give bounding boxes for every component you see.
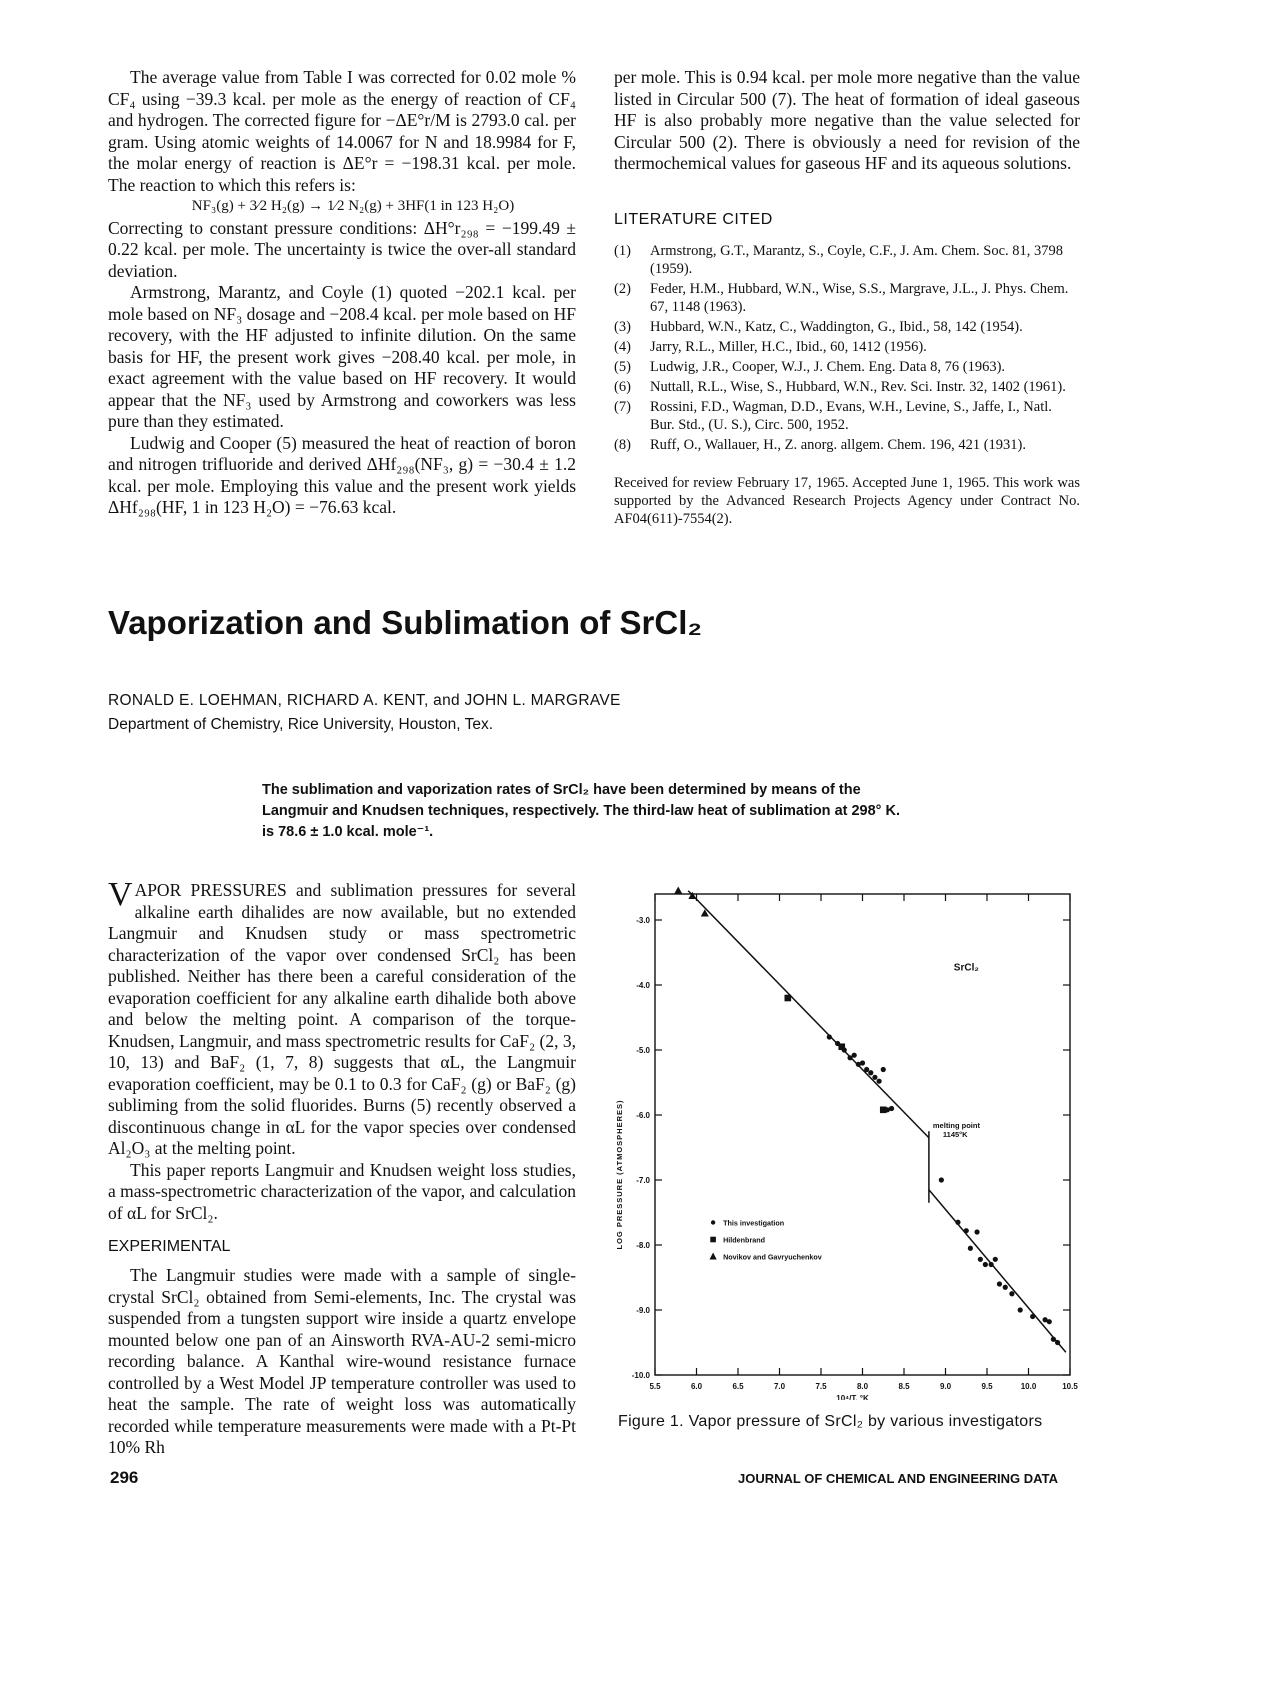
y-tick-label: -5.0 xyxy=(636,1046,650,1055)
literature-heading: LITERATURE CITED xyxy=(614,211,773,228)
y-tick-label: -6.0 xyxy=(636,1111,650,1120)
data-point-this-investigation xyxy=(939,1177,944,1182)
figure-1 xyxy=(600,880,1090,1400)
data-point-this-investigation xyxy=(993,1257,998,1262)
x-tick-label: 7.5 xyxy=(815,1382,827,1391)
data-point-this-investigation xyxy=(1030,1314,1035,1319)
data-point-this-investigation xyxy=(1047,1319,1052,1324)
fit-line-liquid xyxy=(929,1190,1066,1353)
received-note: Received for review February 17, 1965. Accepted June 1, 1965. This work was supported by the Advanced Research Projects Agency under Contract No. AF04(611)-7554(2). xyxy=(614,475,1080,527)
x-tick-label: 9.5 xyxy=(981,1382,993,1391)
data-point-this-investigation xyxy=(877,1079,882,1084)
paragraph: Armstrong, Marantz, and Coyle (1) quoted −202.1 kcal. per mole based on NF₃ dosage and −208.4 kcal. per mole based on HF recovery, with the HF adjusted to infinite dilution. On the same basis for HF, the present work gives −208.40 kcal. per mole, in exact agreement with the value based on HF recovery. It would appear that the NF₃ used by Armstrong and coworkers was less pure than they estimated. xyxy=(108,282,576,431)
experimental-column xyxy=(108,1265,576,1459)
y-tick-label: -9.0 xyxy=(636,1306,650,1315)
top-left-column xyxy=(108,67,576,519)
data-point-this-investigation xyxy=(983,1262,988,1267)
page-number: 296 xyxy=(110,1468,139,1487)
data-point-this-investigation xyxy=(1018,1307,1023,1312)
x-tick-label: 7.0 xyxy=(773,1382,786,1391)
legend-marker-square xyxy=(710,1237,716,1243)
reference-text: Feder, H.M., Hubbard, W.N., Wise, S.S., Margrave, J.L., J. Phys. Chem. 67, 1148 (1963). xyxy=(650,281,1069,315)
x-tick-label: 8.0 xyxy=(856,1382,869,1391)
legend-label: Novikov and Gavryuchenkov xyxy=(723,1252,822,1262)
paragraph: The Langmuir studies were made with a sample of single-crystal SrCl₂ obtained from Semi-elements, Inc. The crystal was suspended from a tungsten support wire inside a quartz envelope mounted below one pan of an Ainsworth RVA-AU-2 semi-micro recording balance. A Kanthal wire-wound resistance furnace controlled by a West Model JP temperature controller was used to heat the sample. The rate of weight loss was automatically recorded while temperature measurements were made with a Pt-Pt 10% Rh xyxy=(108,1265,576,1457)
body-left-column xyxy=(108,876,576,1224)
x-tick-label: 8.5 xyxy=(898,1382,910,1391)
data-point-this-investigation xyxy=(889,1106,894,1111)
data-point-this-investigation xyxy=(868,1070,873,1075)
legend-marker-triangle xyxy=(710,1253,717,1260)
y-tick-label: -3.0 xyxy=(636,916,650,925)
reference-number: (4) xyxy=(614,339,631,355)
reference-number: (8) xyxy=(614,437,631,453)
x-tick-label: 5.5 xyxy=(649,1382,661,1391)
legend-label: This investigation xyxy=(723,1218,785,1228)
reference-text: Hubbard, W.N., Katz, C., Waddington, G., Ibid., 58, 142 (1954). xyxy=(650,319,1023,335)
reference-item xyxy=(614,398,1080,434)
reference-number: (5) xyxy=(614,359,631,375)
y-tick-label: -10.0 xyxy=(631,1371,650,1380)
reference-item xyxy=(614,242,1080,278)
reference-text: Jarry, R.L., Miller, H.C., Ibid., 60, 1412 (1956). xyxy=(650,339,927,355)
data-point-novikov xyxy=(674,887,682,894)
paragraph: per mole. This is 0.94 kcal. per mole more negative than the value listed in Circular 500 (7). The heat of formation of ideal gaseous HF is also probably more negative than the value selected for Circular 500 (2). There is obviously a need for revision of the thermochemical values for gaseous HF and its aqueous solutions. xyxy=(614,67,1080,173)
data-point-this-investigation xyxy=(978,1257,983,1262)
data-point-hildenbrand xyxy=(838,1043,845,1050)
y-tick-label: -4.0 xyxy=(636,981,650,990)
data-point-this-investigation xyxy=(1051,1337,1056,1342)
data-point-this-investigation xyxy=(1009,1291,1014,1296)
reference-item xyxy=(614,358,1080,376)
data-point-this-investigation xyxy=(827,1034,832,1039)
y-axis-label: LOG PRESSURE (ATMOSPHERES) xyxy=(615,1099,624,1250)
reference-item xyxy=(614,378,1080,396)
compound-label: SrCl₂ xyxy=(953,962,979,974)
melting-point-label: melting point xyxy=(932,1121,980,1130)
data-point-this-investigation xyxy=(864,1067,869,1072)
data-point-this-investigation xyxy=(872,1075,877,1080)
article-affiliation: Department of Chemistry, Rice University, Houston, Tex. xyxy=(108,716,494,733)
fit-line-solid xyxy=(688,891,929,1138)
data-point-this-investigation xyxy=(968,1246,973,1251)
x-tick-label: 9.0 xyxy=(939,1382,952,1391)
data-point-hildenbrand xyxy=(880,1107,887,1114)
y-tick-label: -7.0 xyxy=(636,1176,650,1185)
reference-text: Rossini, F.D., Wagman, D.D., Evans, W.H., Levine, S., Jaffe, I., Natl. Bur. Std., (U. S.), Circ. 500, 1952. xyxy=(650,399,1052,433)
x-tick-label: 6.5 xyxy=(732,1382,744,1391)
reference-number: (7) xyxy=(614,399,631,415)
reference-number: (6) xyxy=(614,379,631,395)
reference-item xyxy=(614,338,1080,356)
x-tick-label: 6.0 xyxy=(690,1382,703,1391)
paragraph: The average value from Table I was corrected for 0.02 mole % CF₄ using −39.3 kcal. per mole as the energy of reaction of CF₄ and hydrogen. The corrected figure for −ΔE°r/M is 2793.0 cal. per gram. Using atomic weights of 14.0067 for N and 18.9984 for F, the molar energy of reaction is ΔE°r = −198.31 kcal. per mole. The reaction to which this refers is: xyxy=(108,67,576,195)
paragraph: This paper reports Langmuir and Knudsen weight loss studies, a mass-spectrometric characterization of the vapor, and calculation of αL for SrCl₂. xyxy=(108,1159,576,1223)
x-tick-label: 10.0 xyxy=(1020,1382,1037,1391)
legend-marker-circle xyxy=(711,1220,715,1224)
reference-text: Armstrong, G.T., Marantz, S., Coyle, C.F., J. Am. Chem. Soc. 81, 3798 (1959). xyxy=(650,243,1064,277)
legend-label: Hildenbrand xyxy=(723,1235,766,1245)
reference-number: (3) xyxy=(614,319,631,335)
reference-item xyxy=(614,280,1080,316)
intro-text: APOR PRESSURES and sublimation pressures for several alkaline earth dihalides are now available, but no extended Langmuir and Knudsen study or mass spectrometric characterization of the vapor over condensed SrCl₂ has been published. Neither has there been a careful consideration of the evaporation coefficient for any alkaline earth dihalide both above and below the melting point. A comparison of the torque-Knudsen, Langmuir, and mass spectrometric results for CaF₂ (2, 3, 10, 13) and BaF₂ (1, 7, 8) suggests that αL, the Langmuir evaporation coefficient, may be 0.1 to 0.3 for CaF₂ (g) or BaF₂ (g) subliming from the solid fluorides. Burns (5) recently observed a discontinuous change in αL for the vapor species over condensed Al₂O₃ at the melting point. xyxy=(108,880,576,1158)
top-right-column xyxy=(614,67,1080,175)
vapor-pressure-chart xyxy=(600,880,1090,1400)
data-point-this-investigation xyxy=(1055,1340,1060,1345)
x-axis-label: 10⁴/T, °K xyxy=(836,1394,869,1400)
reaction-equation: NF₃(g) + 3⁄2 H₂(g) → 1⁄2 N₂(g) + 3HF(1 in 123 H₂O) xyxy=(191,198,515,214)
data-point-this-investigation xyxy=(964,1228,969,1233)
y-tick-label: -8.0 xyxy=(636,1241,650,1250)
article-authors: RONALD E. LOEHMAN, RICHARD A. KENT, and JOHN L. MARGRAVE xyxy=(108,692,621,709)
data-point-this-investigation xyxy=(881,1067,886,1072)
x-tick-label: 10.5 xyxy=(1062,1382,1078,1391)
data-point-this-investigation xyxy=(852,1053,857,1058)
drop-cap: V xyxy=(108,876,133,913)
paragraph: Ludwig and Cooper (5) measured the heat of reaction of boron and nitrogen trifluoride and derived ΔHf₂₉₈(NF₃, g) = −30.4 ± 1.2 kcal. per mole. Employing this value and the present work yields ΔHf₂₉₈(HF, 1 in 123 H₂O) = −76.63 kcal. xyxy=(108,432,576,517)
reference-text: Ludwig, J.R., Cooper, W.J., J. Chem. Eng. Data 8, 76 (1963). xyxy=(650,359,1006,375)
data-point-this-investigation xyxy=(974,1229,979,1234)
intro-paragraph xyxy=(108,876,576,1160)
section-heading-experimental: EXPERIMENTAL xyxy=(108,1238,231,1255)
data-point-this-investigation xyxy=(1003,1285,1008,1290)
reference-list xyxy=(614,242,1080,456)
article-abstract: The sublimation and vaporization rates of SrCl₂ have been determined by means of the Langmuir and Knudsen techniques, respectively. The third-law heat of sublimation at 298° K. is 78.6 ± 1.0 kcal. mole⁻¹. xyxy=(262,782,901,840)
journal-name: JOURNAL OF CHEMICAL AND ENGINEERING DATA xyxy=(738,1471,1058,1486)
reference-text: Ruff, O., Wallauer, H., Z. anorg. allgem. Chem. 196, 421 (1931). xyxy=(650,437,1026,453)
reference-number: (1) xyxy=(614,243,631,259)
melting-point-value: 1145°K xyxy=(942,1130,968,1139)
reference-item xyxy=(614,318,1080,336)
figure-caption: Figure 1. Vapor pressure of SrCl₂ by various investigators xyxy=(618,1413,1043,1430)
paragraph: Correcting to constant pressure conditions: ΔH°r₂₉₈ = −199.49 ± 0.22 kcal. per mole. The uncertainty is twice the over-all standard deviation. xyxy=(108,217,576,281)
reference-number: (2) xyxy=(614,281,631,297)
data-point-this-investigation xyxy=(997,1281,1002,1286)
plot-frame xyxy=(655,894,1070,1375)
article-title: Vaporization and Sublimation of SrCl₂ xyxy=(108,604,703,641)
data-point-this-investigation xyxy=(860,1060,865,1065)
data-point-this-investigation xyxy=(955,1220,960,1225)
reference-item xyxy=(614,436,1080,454)
reference-text: Nuttall, R.L., Wise, S., Hubbard, W.N., Rev. Sci. Instr. 32, 1402 (1961). xyxy=(650,379,1066,395)
data-point-this-investigation xyxy=(989,1262,994,1267)
data-point-hildenbrand xyxy=(785,995,792,1002)
